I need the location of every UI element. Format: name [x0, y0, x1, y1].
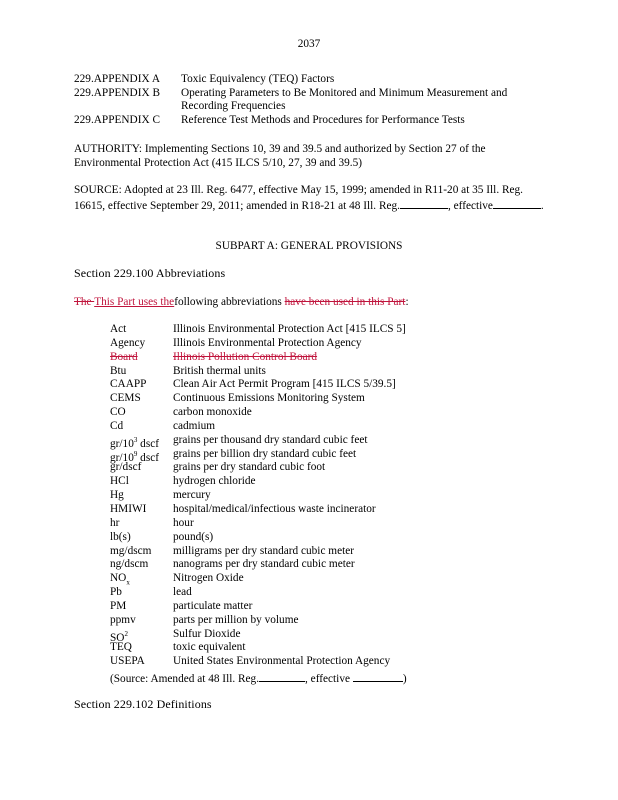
- abbreviation-row: [110, 420, 530, 434]
- abbreviation-term: Btu: [110, 364, 127, 377]
- abbreviation-definition: grains per billion dry standard cubic feet: [173, 447, 357, 460]
- abbreviation-row: [110, 503, 530, 517]
- abbreviation-row: [110, 351, 530, 365]
- abbreviation-term: PM: [110, 599, 127, 612]
- abbreviation-definition: British thermal units: [173, 364, 266, 377]
- abbreviation-definition: lead: [173, 586, 192, 599]
- authority-paragraph: AUTHORITY: Implementing Sections 10, 39 and 39.5 and authorized by Section 27 of the Environmental Protection Act (415 ILCS 5/10, 27, 39 and 39.5): [74, 143, 486, 169]
- abbreviation-row: [110, 600, 530, 614]
- abbreviation-term: USEPA: [110, 655, 145, 668]
- section-intro: The This Part uses thefollowing abbreviations have been used in this Part:: [74, 296, 409, 308]
- abbreviation-row: [110, 475, 530, 489]
- abbreviation-row: [110, 392, 530, 406]
- abbreviation-term: Board: [110, 350, 138, 363]
- abbreviation-row: [110, 448, 530, 462]
- abbreviation-row: [110, 406, 530, 420]
- abbreviation-term: lb(s): [110, 530, 131, 543]
- blank-line: [400, 198, 448, 209]
- section-heading-100: Section 229.100 Abbreviations: [74, 266, 226, 280]
- appendix-id: 229.APPENDIX C: [74, 113, 160, 126]
- abbreviation-definition: Sulfur Dioxide: [173, 627, 241, 640]
- abbreviation-row: [110, 586, 530, 600]
- abbreviation-definition: toxic equivalent: [173, 641, 246, 654]
- abbreviation-row: [110, 545, 530, 559]
- abbreviation-term: Act: [110, 323, 127, 335]
- abbreviation-definition: Continuous Emissions Monitoring System: [173, 392, 365, 405]
- appendix-entry: [74, 87, 544, 114]
- abbreviation-definition: carbon monoxide: [173, 406, 252, 419]
- abbreviation-row: [110, 628, 530, 642]
- abbreviation-term: Hg: [110, 489, 124, 502]
- page-number: 2037: [297, 38, 321, 50]
- abbreviation-term: hr: [110, 516, 120, 529]
- abbreviation-definition: grains per dry standard cubic foot: [173, 461, 326, 474]
- source-note: (Source: Amended at 48 Ill. Reg. , effective ): [110, 673, 407, 685]
- abbreviation-term: $NO_x$: [110, 572, 130, 587]
- abbreviation-term: $SO^2$: [110, 629, 128, 644]
- abbreviation-definition: nanograms per dry standard cubic meter: [173, 558, 355, 571]
- abbreviation-term: CO: [110, 406, 126, 419]
- abbreviation-definition: particulate matter: [173, 599, 253, 612]
- abbreviation-row: [110, 434, 530, 448]
- abbreviation-row: [110, 489, 530, 503]
- abbreviation-term: HMIWI: [110, 502, 147, 515]
- abbreviation-row: [110, 323, 530, 337]
- abbreviation-row: [110, 531, 530, 545]
- section-heading-102: Section 229.102 Definitions: [74, 697, 212, 711]
- appendix-title: Toxic Equivalency (TEQ) Factors: [181, 73, 335, 85]
- subpart-heading: SUBPART A: GENERAL PROVISIONS: [215, 240, 403, 252]
- abbreviation-term: HCl: [110, 475, 129, 488]
- abbreviation-row: [110, 378, 530, 392]
- blank-line: [493, 198, 541, 209]
- abbreviation-row: [110, 461, 530, 475]
- abbreviation-term: Pb: [110, 586, 122, 599]
- inserted-text: This Part uses the: [94, 296, 175, 308]
- abbreviation-definition: hospital/medical/infectious waste incinerator: [173, 502, 376, 515]
- abbreviation-definition: Illinois Pollution Control Board: [173, 350, 318, 363]
- abbreviation-definition: grains per thousand dry standard cubic feet: [173, 433, 368, 446]
- abbreviation-term: Agency: [110, 336, 146, 349]
- abbreviation-term: ppmv: [110, 613, 136, 626]
- blank-line: [353, 671, 403, 682]
- appendix-id: 229.APPENDIX A: [74, 73, 160, 85]
- abbreviation-term: CEMS: [110, 392, 141, 405]
- abbreviation-definition: Illinois Environmental Protection Act [415 ILCS 5]: [173, 323, 406, 335]
- appendix-entry: [74, 73, 544, 87]
- abbreviation-row: [110, 641, 530, 655]
- abbreviation-definition: milligrams per dry standard cubic meter: [173, 544, 355, 557]
- abbreviation-row: [110, 572, 530, 586]
- appendix-title: Operating Parameters to Be Monitored and Minimum Measurement and Recording Frequencies: [181, 86, 508, 113]
- deleted-text: have been used in this Part: [284, 296, 406, 308]
- abbreviation-term: Cd: [110, 419, 124, 432]
- abbreviation-definition: mercury: [173, 489, 211, 502]
- abbreviation-term: ng/dscm: [110, 558, 149, 571]
- abbreviation-definition: hour: [173, 516, 194, 529]
- abbreviation-term: CAAPP: [110, 378, 147, 391]
- abbreviation-definition: Nitrogen Oxide: [173, 572, 244, 585]
- blank-line: [259, 671, 305, 682]
- appendix-list: [74, 73, 544, 127]
- source-paragraph: SOURCE: Adopted at 23 Ill. Reg. 6477, effective May 15, 1999; amended in R11-20 at 35 Ill. Reg. 16615, effective September 29, 2011; amended in R18-21 at 48 Ill. Reg. , effective .: [74, 184, 544, 212]
- abbreviation-term: $gr/10^9$ dscf: [110, 449, 160, 464]
- abbreviation-definition: Illinois Environmental Protection Agency: [173, 336, 362, 349]
- deleted-text: The: [74, 296, 95, 308]
- abbreviation-row: [110, 655, 530, 669]
- abbreviation-row: [110, 517, 530, 531]
- abbreviation-term: mg/dscm: [110, 544, 152, 557]
- appendix-entry: [74, 114, 544, 128]
- abbreviation-row: [110, 337, 530, 351]
- abbreviation-definition: parts per million by volume: [173, 613, 299, 626]
- abbreviation-definition: cadmium: [173, 419, 216, 432]
- appendix-id: 229.APPENDIX B: [74, 86, 160, 99]
- abbreviation-term: TEQ: [110, 641, 132, 654]
- abbreviation-definition: pound(s): [173, 530, 214, 543]
- abbreviation-row: [110, 558, 530, 572]
- abbreviation-definition: Clean Air Act Permit Program [415 ILCS 5/39.5]: [173, 378, 396, 391]
- abbreviation-row: [110, 614, 530, 628]
- abbreviation-term: gr/dscf: [110, 461, 142, 474]
- abbreviation-row: [110, 365, 530, 379]
- abbreviation-term: $gr/10^3$ dscf: [110, 435, 160, 450]
- abbreviation-definition: United States Environmental Protection Agency: [173, 655, 391, 668]
- appendix-title: Reference Test Methods and Procedures for Performance Tests: [181, 113, 465, 126]
- abbreviations-list: [110, 323, 530, 669]
- abbreviation-definition: hydrogen chloride: [173, 475, 256, 488]
